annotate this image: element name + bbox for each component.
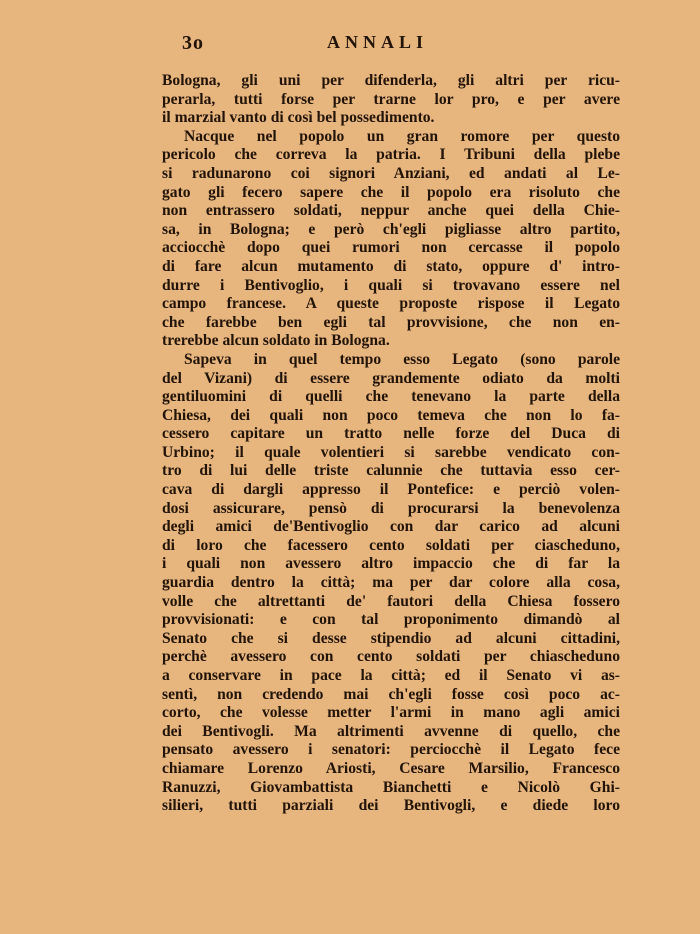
text-line: Chiesa, dei quali non poco temeva che non lo fa- (162, 406, 620, 424)
text-line: Bologna, gli uni per difenderla, gli altri per ricu- (162, 72, 620, 89)
text-line: i quali non avessero altro impaccio che di far la (162, 555, 620, 573)
text-line: il marzial vanto di così bel possedimento. (162, 109, 435, 127)
text-line: pericolo che correva la patria. I Tribuni della plebe (162, 146, 620, 164)
text-line: acciocchè dopo quei rumori non cercasse il popolo (162, 239, 620, 257)
text-line: Nacque nel popolo un gran romore per questo (184, 127, 620, 145)
text-line: provvisionati: e con tal proponimento dimandò al (162, 611, 620, 629)
text-line: durre i Bentivoglio, i quali si trovavano essere nel (162, 276, 620, 294)
text-line: dei Bentivogli. Ma altrimenti avvenne di quello, che (162, 722, 620, 740)
text-line: perchè avessero con cento soldati per chiascheduno (162, 648, 620, 666)
text-line: sa, in Bologna; e però ch'egli pigliasse altro partito, (162, 220, 620, 238)
text-line: del Vizani) di essere grandemente odiato da molti (162, 369, 620, 387)
text-line: di fare alcun mutamento di stato, oppure d' intro- (162, 257, 620, 275)
text-line: campo francese. A queste proposte rispose il Legato (162, 295, 620, 313)
text-line: non entrassero soldati, neppur anche quei della Chie- (162, 202, 620, 220)
text-line: cava di dargli appresso il Pontefice: e perciò volen- (162, 481, 620, 499)
running-title: ANNALI (327, 32, 429, 52)
text-line: a conservare in pace la città; ed il Senato vi as- (162, 667, 620, 684)
text-line: che farebbe ben egli tal provvisione, che non en- (162, 313, 620, 331)
text-line: corto, che volesse metter l'armi in mano agli amici (162, 704, 620, 722)
text-line: gentiluomini di quelli che tenevano la parte della (162, 388, 620, 406)
body-text (162, 72, 620, 816)
text-line: pensato avessero i senatori: perciocchè il Legato fece (162, 741, 620, 759)
text-line: dosi assicurare, pensò di procurarsi la benevolenza (162, 499, 620, 517)
text-line: Sapeva in quel tempo esso Legato (sono parole (184, 350, 620, 368)
text-line: volle che altrettanti de' fautori della Chiesa fossero (162, 592, 620, 610)
text-line: cessero capitare un tratto nelle forze del Duca di (162, 425, 620, 443)
text-line: perarla, tutti forse per trarne lor pro, e per avere (162, 90, 620, 108)
text-line: tro di lui delle triste calunnie che tuttavia esso cer- (162, 462, 620, 480)
text-line: guardia dentro la città; ma per dar colore alla cosa, (162, 574, 620, 592)
text-line: chiamare Lorenzo Ariosti, Cesare Marsilio, Francesco (162, 759, 620, 777)
text-line: trerebbe alcun soldato in Bologna. (162, 332, 390, 350)
page-header (162, 30, 620, 60)
text-line: Urbino; il quale volentieri si sarebbe vendicato con- (162, 443, 620, 461)
text-line: sentì, non credendo mai ch'egli fosse così poco ac- (162, 685, 620, 703)
text-line: Ranuzzi, Giovambattista Bianchetti e Nicolò Ghi- (162, 778, 620, 796)
text-line: degli amici de'Bentivoglio con dar carico ad alcuni (162, 518, 620, 536)
text-line: si radunarono coi signori Anziani, ed andati al Le- (162, 164, 620, 182)
text-line: Senato che si desse stipendio ad alcuni cittadini, (162, 629, 620, 647)
text-line: silieri, tutti parziali dei Bentivogli, e diede loro (162, 797, 620, 815)
page-number: 3o (182, 32, 204, 54)
text-line: gato gli fecero sapere che il popolo era risoluto che (162, 183, 620, 201)
text-line: di loro che facessero cento soldati per ciascheduno, (162, 536, 620, 554)
